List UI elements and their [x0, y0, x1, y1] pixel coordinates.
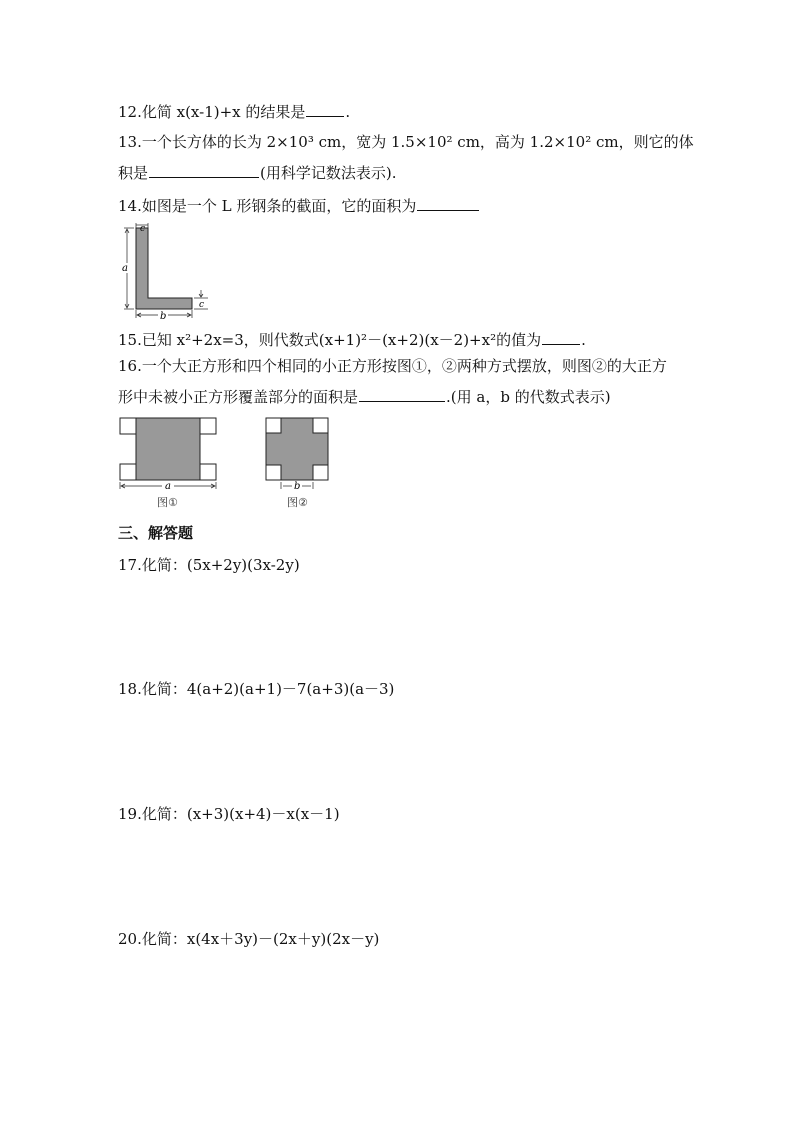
section-3-title: 三、解答题	[118, 524, 194, 542]
fig2-small-square	[266, 465, 281, 480]
question-15	[118, 329, 586, 350]
problem-17: 17.化简：(5x+2y)(3x-2y)	[118, 556, 300, 574]
fig1-label-a: a	[165, 481, 171, 492]
problem-19: 19.化简：(x+3)(x+4)－x(x－1)	[118, 805, 340, 823]
l-shape-figure	[116, 220, 216, 320]
fig2-small-square	[313, 465, 328, 480]
question-16-prefix: 形中未被小正方形覆盖部分的面积是	[118, 388, 359, 406]
fig1-caption: 图①	[157, 496, 178, 509]
label-c-top: c	[140, 224, 146, 234]
question-12	[118, 101, 350, 122]
fig2-caption: 图②	[287, 496, 308, 509]
question-14-text: 14.如图是一个 L 形钢条的截面，它的面积为	[118, 197, 417, 215]
fig2-small-square	[266, 418, 281, 433]
question-13-line2	[118, 162, 397, 183]
question-13-line1: 13.一个长方体的长为 2×10³ cm，宽为 1.5×10² cm，高为 1.2×10² cm，则它的体	[118, 133, 694, 151]
answer-blank-12[interactable]	[306, 101, 344, 117]
question-15-text: 15.已知 x²+2x=3，则代数式(x+1)²－(x+2)(x－2)+x²的值为	[118, 331, 542, 349]
figure-2	[262, 414, 342, 510]
label-b: b	[160, 311, 167, 320]
fig2-label-b: b	[294, 481, 301, 492]
answer-blank-15[interactable]	[542, 329, 580, 345]
label-a: a	[122, 263, 128, 274]
answer-blank-13[interactable]	[149, 162, 259, 178]
question-16-line1: 16.一个大正方形和四个相同的小正方形按图①，②两种方式摆放，则图②的大正方	[118, 357, 667, 375]
l-shape-region	[136, 228, 192, 309]
problem-20: 20.化简：x(4x＋3y)－(2x＋y)(2x－y)	[118, 930, 380, 948]
problem-18: 18.化简：4(a+2)(a+1)－7(a+3)(a－3)	[118, 680, 395, 698]
question-13-suffix: (用科学记数法表示).	[260, 164, 397, 182]
question-12-suffix: .	[345, 103, 351, 121]
answer-blank-16[interactable]	[359, 386, 445, 402]
fig2-small-square	[313, 418, 328, 433]
answer-blank-14[interactable]	[417, 195, 479, 211]
fig1-small-square	[200, 464, 216, 480]
question-14	[118, 195, 480, 216]
fig1-small-square	[120, 418, 136, 434]
label-c-right: c	[199, 300, 205, 310]
question-16-line2	[118, 386, 611, 407]
fig1-small-square	[120, 464, 136, 480]
question-12-text: 12.化简 x(x-1)+x 的结果是	[118, 103, 306, 121]
fig1-large-square	[136, 418, 200, 480]
question-13-prefix: 积是	[118, 164, 149, 182]
question-15-suffix: .	[581, 331, 586, 349]
fig1-small-square	[200, 418, 216, 434]
question-16-suffix: .(用 a，b 的代数式表示)	[446, 388, 611, 406]
figure-1	[116, 414, 220, 510]
